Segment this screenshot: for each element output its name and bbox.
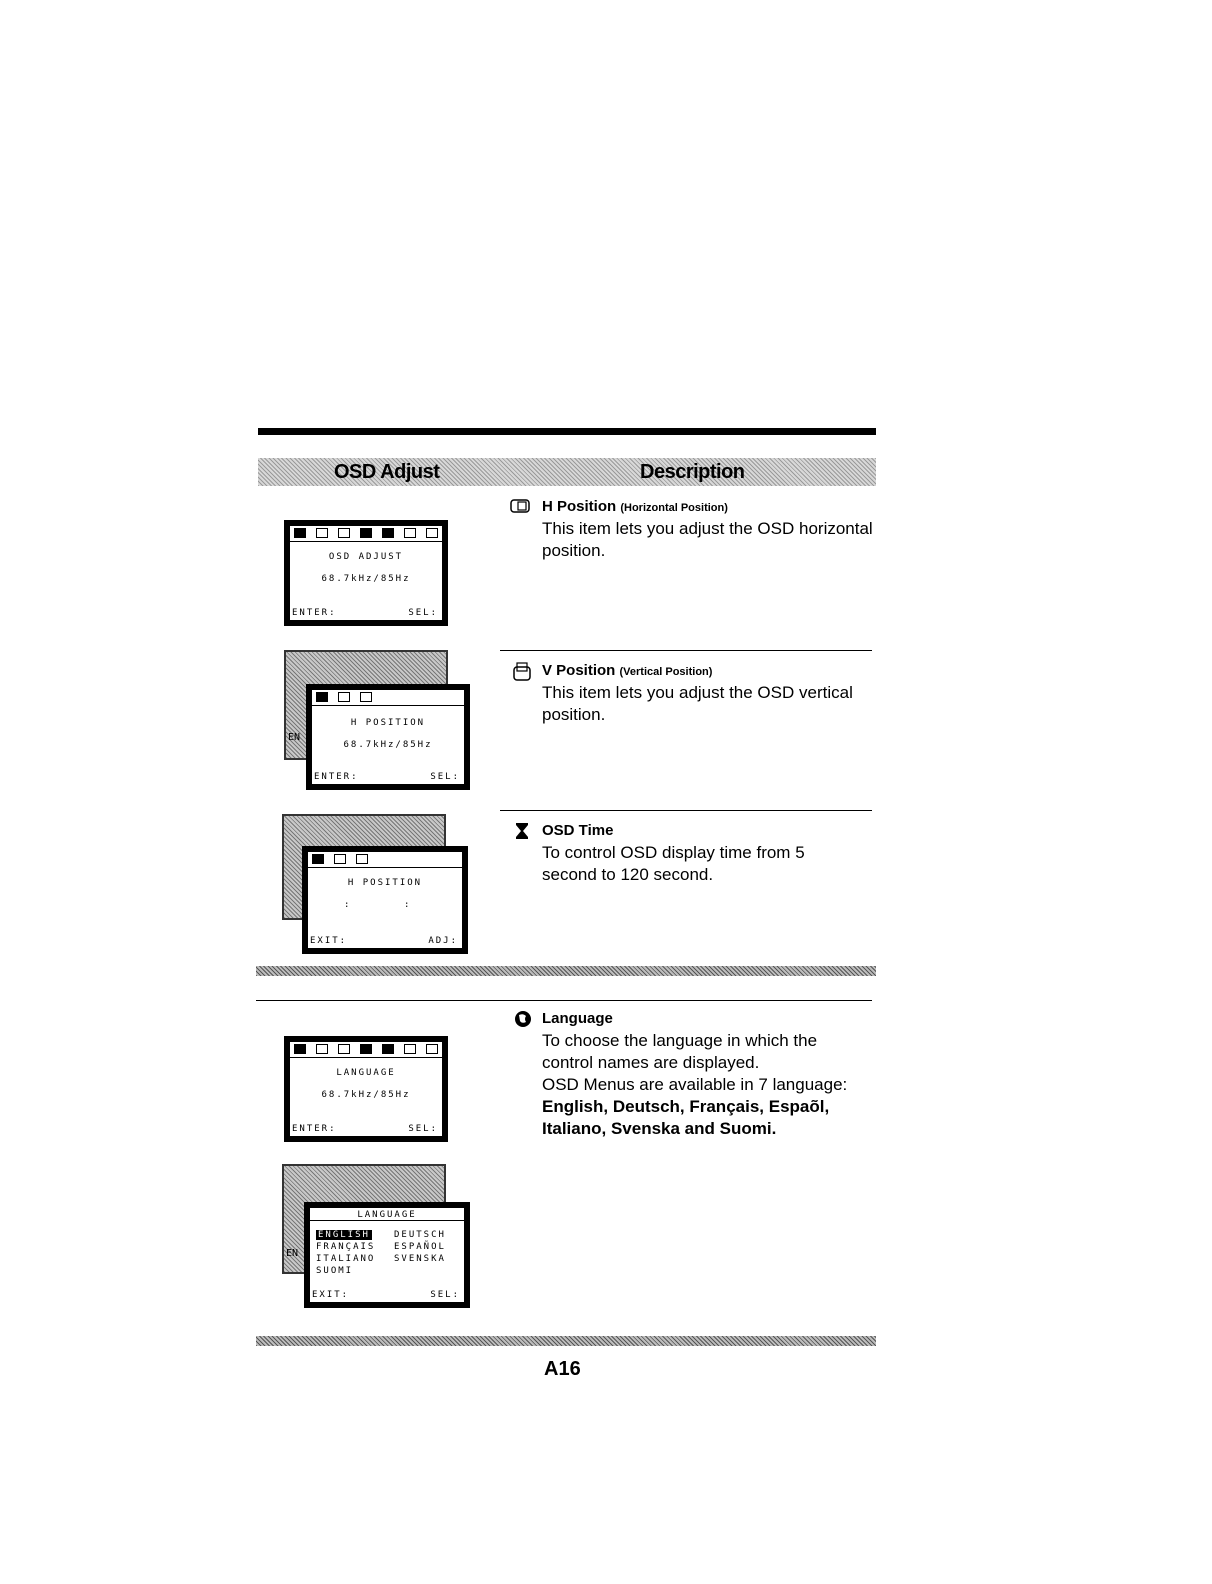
osd-sel-label: SEL: bbox=[430, 772, 460, 782]
section-band bbox=[256, 966, 876, 976]
item-body-osd-time: To control OSD display time from 5 second to 120 second. bbox=[542, 843, 805, 884]
header-osd-adjust: OSD Adjust bbox=[334, 461, 440, 483]
osd-lang-option: SVENSKA bbox=[394, 1254, 446, 1264]
osd-edge-text: EN bbox=[286, 1248, 299, 1259]
osd-frequency: 68.7kHz/85Hz bbox=[321, 1090, 411, 1100]
divider bbox=[500, 810, 872, 811]
osd-exit-label: EXIT: bbox=[310, 936, 348, 946]
top-rule bbox=[258, 428, 876, 435]
osd-frequency: 68.7kHz/85Hz bbox=[343, 740, 433, 750]
osd-right-control: : bbox=[404, 900, 412, 910]
osd-lang-option: ENGLISH bbox=[318, 1230, 370, 1240]
osd-sel-label: SEL: bbox=[430, 1290, 460, 1300]
osd-enter-label: ENTER: bbox=[292, 1124, 337, 1134]
osd-lang-option: FRANÇAIS bbox=[316, 1242, 376, 1252]
divider bbox=[256, 1000, 872, 1001]
osd-sel-label: SEL: bbox=[408, 608, 438, 618]
page-number: A16 bbox=[544, 1358, 581, 1380]
item-body-h-position: This item lets you adjust the OSD horizontal position. bbox=[542, 519, 873, 560]
v-position-icon bbox=[512, 662, 534, 687]
item-body-language-list: English, Deutsch, Français, Espaõl, Italiano, Svenska and Suomi. bbox=[542, 1097, 830, 1138]
header-description: Description bbox=[640, 461, 745, 483]
osd-screen-h-position bbox=[306, 684, 470, 790]
osd-lang-option: ESPAÑOL bbox=[394, 1242, 446, 1252]
osd-title: LANGUAGE bbox=[310, 1210, 464, 1221]
item-title-v-position: V Position (Vertical Position) bbox=[542, 662, 713, 679]
osd-lang-option: SUOMI bbox=[316, 1266, 354, 1276]
globe-icon bbox=[514, 1010, 532, 1033]
osd-title: H POSITION bbox=[347, 878, 423, 888]
item-body-language: To choose the language in which the control names are displayed. bbox=[542, 1031, 818, 1072]
item-title-h-position: H Position (Horizontal Position) bbox=[542, 498, 728, 515]
osd-title: LANGUAGE bbox=[336, 1068, 396, 1078]
osd-exit-label: EXIT: bbox=[312, 1290, 350, 1300]
item-body-language-availability: OSD Menus are available in 7 language: bbox=[542, 1075, 848, 1094]
osd-screen-language bbox=[284, 1036, 448, 1142]
osd-icon-bar bbox=[312, 690, 464, 706]
osd-title: H POSITION bbox=[350, 718, 426, 728]
osd-title: OSD ADJUST bbox=[328, 552, 404, 562]
osd-screen-osd-adjust bbox=[284, 520, 448, 626]
item-title-language: Language bbox=[542, 1010, 613, 1027]
osd-icon-bar bbox=[290, 1042, 442, 1058]
osd-left-control: : bbox=[344, 900, 352, 910]
osd-lang-option: DEUTSCH bbox=[394, 1230, 446, 1240]
osd-icon-bar bbox=[290, 526, 442, 542]
hourglass-icon bbox=[514, 822, 530, 845]
osd-sel-label: SEL: bbox=[408, 1124, 438, 1134]
osd-edge-text: EN bbox=[288, 732, 301, 743]
osd-enter-label: ENTER: bbox=[314, 772, 359, 782]
osd-screen-h-position-adjust bbox=[302, 846, 468, 954]
osd-enter-label: ENTER: bbox=[292, 608, 337, 618]
h-position-icon bbox=[510, 498, 532, 519]
osd-adj-label: ADJ: bbox=[428, 936, 458, 946]
osd-icon-bar bbox=[308, 852, 462, 868]
item-title-osd-time: OSD Time bbox=[542, 822, 614, 839]
osd-lang-option: ITALIANO bbox=[316, 1254, 376, 1264]
osd-screen-language-select bbox=[304, 1202, 470, 1308]
bottom-band bbox=[256, 1336, 876, 1346]
item-body-v-position: This item lets you adjust the OSD vertical position. bbox=[542, 683, 853, 724]
osd-frequency: 68.7kHz/85Hz bbox=[321, 574, 411, 584]
divider bbox=[500, 650, 872, 651]
